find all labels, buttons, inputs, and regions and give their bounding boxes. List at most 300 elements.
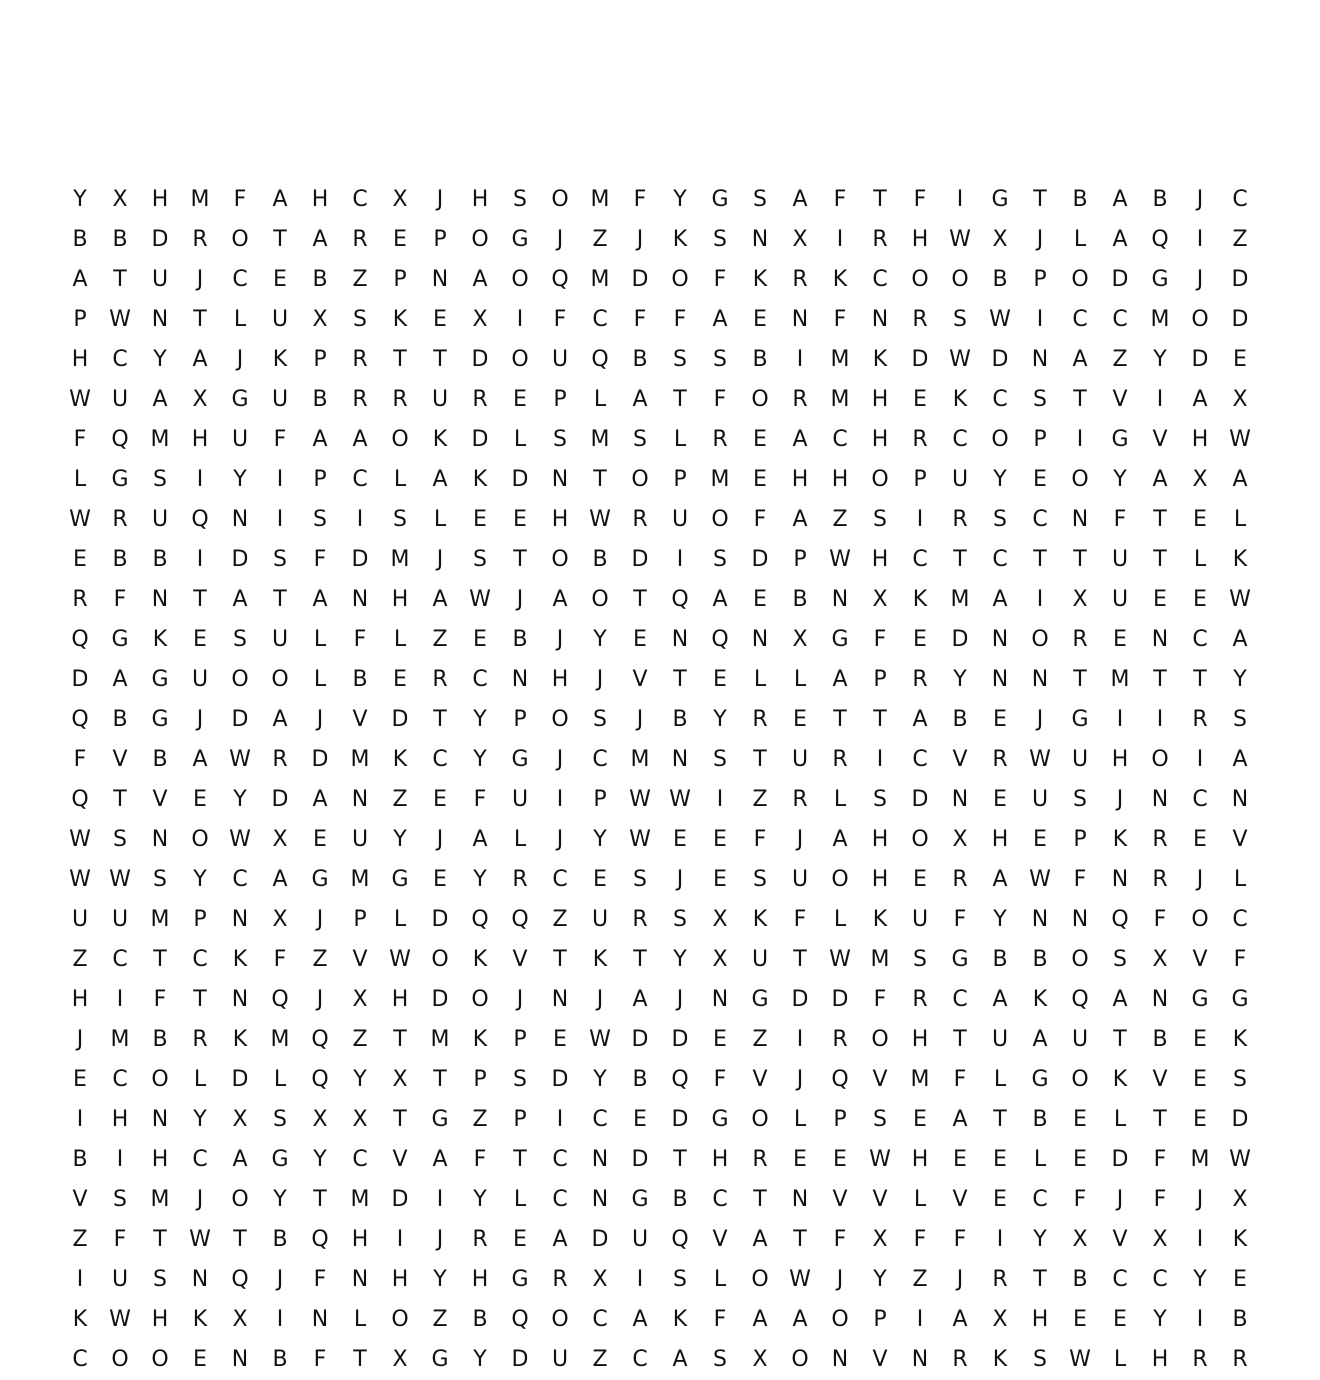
letter-cell[interactable]: I: [516, 307, 524, 332]
letter-cell[interactable]: O: [751, 1267, 769, 1292]
letter-cell[interactable]: Q: [311, 1067, 329, 1092]
letter-cell[interactable]: I: [276, 507, 284, 532]
letter-cell[interactable]: T: [753, 1187, 767, 1212]
letter-cell[interactable]: I: [636, 1267, 644, 1292]
letter-cell[interactable]: B: [1072, 187, 1088, 212]
letter-cell[interactable]: V: [952, 1187, 968, 1212]
letter-cell[interactable]: C: [992, 387, 1008, 412]
letter-cell[interactable]: P: [1033, 267, 1047, 292]
letter-cell[interactable]: F: [753, 507, 767, 532]
letter-cell[interactable]: D: [911, 347, 929, 372]
letter-cell[interactable]: D: [671, 1027, 689, 1052]
letter-cell[interactable]: Z: [312, 947, 328, 972]
letter-cell[interactable]: C: [1192, 627, 1208, 652]
letter-cell[interactable]: E: [393, 227, 407, 252]
letter-cell[interactable]: E: [1073, 1307, 1087, 1332]
letter-cell[interactable]: H: [71, 987, 89, 1012]
letter-cell[interactable]: J: [316, 707, 324, 732]
letter-cell[interactable]: T: [273, 587, 287, 612]
letter-cell[interactable]: B: [312, 387, 328, 412]
letter-cell[interactable]: K: [392, 307, 408, 332]
letter-cell[interactable]: R: [1152, 867, 1168, 892]
letter-cell[interactable]: M: [190, 187, 210, 212]
letter-cell[interactable]: T: [953, 1027, 967, 1052]
letter-cell[interactable]: Q: [671, 1227, 689, 1252]
letter-cell[interactable]: D: [751, 547, 769, 572]
letter-cell[interactable]: E: [753, 307, 767, 332]
letter-cell[interactable]: T: [433, 347, 447, 372]
letter-cell[interactable]: C: [112, 1067, 128, 1092]
letter-cell[interactable]: A: [272, 867, 288, 892]
letter-cell[interactable]: S: [393, 507, 407, 532]
letter-cell[interactable]: E: [793, 707, 807, 732]
letter-cell[interactable]: Q: [1151, 227, 1169, 252]
letter-cell[interactable]: G: [711, 187, 729, 212]
letter-cell[interactable]: K: [1232, 1227, 1248, 1252]
letter-cell[interactable]: Y: [993, 467, 1007, 492]
letter-cell[interactable]: W: [69, 867, 91, 892]
letter-cell[interactable]: Z: [592, 1347, 608, 1372]
letter-cell[interactable]: D: [351, 547, 369, 572]
letter-cell[interactable]: K: [432, 427, 448, 452]
letter-cell[interactable]: V: [1152, 427, 1168, 452]
letter-cell[interactable]: T: [433, 1067, 447, 1092]
letter-cell[interactable]: E: [913, 867, 927, 892]
letter-cell[interactable]: U: [591, 907, 609, 932]
letter-cell[interactable]: Q: [511, 1307, 529, 1332]
letter-cell[interactable]: O: [1071, 467, 1089, 492]
letter-cell[interactable]: G: [631, 1187, 649, 1212]
letter-cell[interactable]: J: [276, 1267, 284, 1292]
letter-cell[interactable]: A: [912, 707, 928, 732]
letter-cell[interactable]: B: [632, 347, 648, 372]
letter-cell[interactable]: O: [191, 827, 209, 852]
letter-cell[interactable]: N: [511, 667, 529, 692]
letter-cell[interactable]: X: [952, 827, 968, 852]
letter-cell[interactable]: Y: [993, 907, 1007, 932]
letter-cell[interactable]: V: [1112, 1227, 1128, 1252]
letter-cell[interactable]: A: [672, 1347, 688, 1372]
letter-cell[interactable]: W: [189, 1227, 211, 1252]
letter-cell[interactable]: T: [793, 1227, 807, 1252]
letter-cell[interactable]: Q: [71, 707, 89, 732]
letter-cell[interactable]: Y: [1153, 347, 1167, 372]
letter-cell[interactable]: Q: [231, 1267, 249, 1292]
letter-cell[interactable]: W: [69, 827, 91, 852]
letter-cell[interactable]: A: [72, 267, 88, 292]
letter-cell[interactable]: R: [512, 867, 528, 892]
letter-cell[interactable]: Y: [73, 187, 87, 212]
letter-cell[interactable]: F: [633, 187, 647, 212]
letter-cell[interactable]: H: [471, 187, 489, 212]
letter-cell[interactable]: I: [1196, 227, 1204, 252]
letter-cell[interactable]: O: [471, 227, 489, 252]
letter-cell[interactable]: N: [1071, 507, 1089, 532]
letter-cell[interactable]: T: [1033, 547, 1047, 572]
letter-cell[interactable]: R: [392, 387, 408, 412]
letter-cell[interactable]: N: [671, 747, 689, 772]
letter-cell[interactable]: H: [151, 187, 169, 212]
letter-cell[interactable]: Q: [591, 347, 609, 372]
letter-cell[interactable]: V: [352, 707, 368, 732]
letter-cell[interactable]: L: [393, 467, 407, 492]
letter-cell[interactable]: X: [1152, 947, 1168, 972]
letter-cell[interactable]: Y: [473, 1187, 487, 1212]
letter-cell[interactable]: E: [473, 627, 487, 652]
letter-cell[interactable]: K: [752, 267, 768, 292]
letter-cell[interactable]: X: [592, 1267, 608, 1292]
letter-cell[interactable]: H: [151, 1307, 169, 1332]
letter-cell[interactable]: R: [912, 427, 928, 452]
letter-cell[interactable]: S: [513, 1067, 527, 1092]
letter-cell[interactable]: O: [231, 667, 249, 692]
letter-cell[interactable]: D: [431, 907, 449, 932]
letter-cell[interactable]: V: [1192, 947, 1208, 972]
letter-cell[interactable]: F: [313, 1267, 327, 1292]
letter-cell[interactable]: Y: [1233, 667, 1247, 692]
letter-cell[interactable]: N: [231, 1347, 249, 1372]
letter-cell[interactable]: J: [316, 907, 324, 932]
letter-cell[interactable]: E: [713, 1027, 727, 1052]
letter-cell[interactable]: A: [632, 987, 648, 1012]
letter-cell[interactable]: N: [711, 987, 729, 1012]
letter-cell[interactable]: B: [272, 1347, 288, 1372]
letter-cell[interactable]: W: [1029, 747, 1051, 772]
letter-cell[interactable]: J: [196, 707, 204, 732]
letter-cell[interactable]: N: [151, 1107, 169, 1132]
letter-cell[interactable]: M: [350, 867, 370, 892]
letter-cell[interactable]: A: [232, 1147, 248, 1172]
letter-cell[interactable]: O: [271, 667, 289, 692]
letter-cell[interactable]: C: [592, 307, 608, 332]
letter-cell[interactable]: U: [191, 667, 209, 692]
letter-cell[interactable]: V: [352, 947, 368, 972]
letter-cell[interactable]: I: [1196, 1307, 1204, 1332]
letter-cell[interactable]: L: [753, 667, 767, 692]
letter-cell[interactable]: I: [1156, 387, 1164, 412]
letter-cell[interactable]: O: [551, 187, 569, 212]
letter-cell[interactable]: Z: [72, 1227, 88, 1252]
letter-cell[interactable]: A: [272, 187, 288, 212]
letter-cell[interactable]: P: [673, 467, 687, 492]
letter-cell[interactable]: B: [1152, 187, 1168, 212]
letter-cell[interactable]: C: [1232, 187, 1248, 212]
letter-cell[interactable]: A: [992, 587, 1008, 612]
letter-cell[interactable]: J: [196, 1187, 204, 1212]
letter-cell[interactable]: L: [993, 1067, 1007, 1092]
letter-cell[interactable]: J: [796, 1067, 804, 1092]
letter-cell[interactable]: V: [632, 667, 648, 692]
letter-cell[interactable]: V: [832, 1187, 848, 1212]
letter-cell[interactable]: E: [753, 467, 767, 492]
letter-cell[interactable]: F: [633, 307, 647, 332]
letter-cell[interactable]: Y: [433, 1267, 447, 1292]
letter-cell[interactable]: R: [1192, 1347, 1208, 1372]
letter-cell[interactable]: O: [391, 1307, 409, 1332]
letter-cell[interactable]: D: [431, 987, 449, 1012]
letter-cell[interactable]: A: [752, 1307, 768, 1332]
letter-cell[interactable]: U: [631, 1227, 649, 1252]
letter-cell[interactable]: V: [1232, 827, 1248, 852]
letter-cell[interactable]: E: [913, 627, 927, 652]
letter-cell[interactable]: L: [833, 787, 847, 812]
letter-cell[interactable]: A: [792, 507, 808, 532]
letter-cell[interactable]: A: [952, 1107, 968, 1132]
letter-cell[interactable]: W: [109, 867, 131, 892]
letter-cell[interactable]: U: [271, 627, 289, 652]
letter-cell[interactable]: Y: [1193, 1267, 1207, 1292]
letter-cell[interactable]: U: [231, 427, 249, 452]
letter-cell[interactable]: T: [1073, 387, 1087, 412]
letter-cell[interactable]: O: [791, 1347, 809, 1372]
letter-cell[interactable]: K: [272, 347, 288, 372]
letter-cell[interactable]: F: [833, 1227, 847, 1252]
letter-cell[interactable]: I: [1036, 587, 1044, 612]
letter-cell[interactable]: Q: [1071, 987, 1089, 1012]
letter-cell[interactable]: U: [151, 267, 169, 292]
letter-cell[interactable]: X: [352, 1107, 368, 1132]
letter-cell[interactable]: S: [873, 1107, 887, 1132]
letter-cell[interactable]: H: [911, 1027, 929, 1052]
letter-cell[interactable]: F: [713, 1307, 727, 1332]
letter-cell[interactable]: T: [113, 787, 127, 812]
letter-cell[interactable]: A: [112, 667, 128, 692]
letter-cell[interactable]: F: [793, 907, 807, 932]
letter-cell[interactable]: T: [393, 1027, 407, 1052]
letter-cell[interactable]: Q: [551, 267, 569, 292]
letter-cell[interactable]: C: [912, 747, 928, 772]
letter-cell[interactable]: J: [676, 867, 684, 892]
letter-cell[interactable]: G: [151, 667, 169, 692]
letter-cell[interactable]: T: [153, 1227, 167, 1252]
letter-cell[interactable]: L: [513, 427, 527, 452]
letter-cell[interactable]: S: [1233, 1067, 1247, 1092]
letter-cell[interactable]: D: [391, 707, 409, 732]
letter-cell[interactable]: N: [1151, 627, 1169, 652]
letter-cell[interactable]: D: [511, 467, 529, 492]
letter-cell[interactable]: S: [673, 1267, 687, 1292]
letter-cell[interactable]: G: [391, 867, 409, 892]
letter-cell[interactable]: D: [1231, 307, 1249, 332]
letter-cell[interactable]: H: [871, 387, 889, 412]
letter-cell[interactable]: K: [1112, 1067, 1128, 1092]
letter-cell[interactable]: N: [591, 1147, 609, 1172]
letter-cell[interactable]: J: [636, 227, 644, 252]
letter-cell[interactable]: X: [712, 907, 728, 932]
letter-cell[interactable]: B: [672, 1187, 688, 1212]
letter-cell[interactable]: P: [393, 267, 407, 292]
letter-cell[interactable]: G: [311, 867, 329, 892]
letter-cell[interactable]: T: [513, 1147, 527, 1172]
letter-cell[interactable]: S: [1233, 707, 1247, 732]
letter-cell[interactable]: S: [273, 1107, 287, 1132]
letter-cell[interactable]: F: [833, 187, 847, 212]
letter-cell[interactable]: C: [592, 747, 608, 772]
letter-cell[interactable]: I: [676, 547, 684, 572]
letter-cell[interactable]: L: [73, 467, 87, 492]
letter-cell[interactable]: A: [192, 347, 208, 372]
letter-cell[interactable]: C: [1072, 307, 1088, 332]
letter-cell[interactable]: R: [352, 387, 368, 412]
letter-cell[interactable]: A: [352, 427, 368, 452]
letter-cell[interactable]: N: [1031, 907, 1049, 932]
letter-cell[interactable]: J: [436, 187, 444, 212]
letter-cell[interactable]: O: [911, 267, 929, 292]
letter-cell[interactable]: O: [831, 1307, 849, 1332]
letter-cell[interactable]: I: [556, 787, 564, 812]
letter-cell[interactable]: G: [1231, 987, 1249, 1012]
letter-cell[interactable]: X: [272, 827, 288, 852]
letter-cell[interactable]: T: [393, 1107, 407, 1132]
letter-cell[interactable]: B: [72, 1147, 88, 1172]
letter-cell[interactable]: F: [873, 627, 887, 652]
letter-cell[interactable]: A: [472, 267, 488, 292]
letter-cell[interactable]: R: [192, 227, 208, 252]
letter-cell[interactable]: I: [876, 747, 884, 772]
letter-cell[interactable]: I: [1196, 1227, 1204, 1252]
letter-cell[interactable]: O: [711, 507, 729, 532]
letter-cell[interactable]: E: [553, 1027, 567, 1052]
letter-cell[interactable]: J: [1196, 867, 1204, 892]
letter-cell[interactable]: J: [1036, 227, 1044, 252]
letter-cell[interactable]: L: [1073, 227, 1087, 252]
letter-cell[interactable]: T: [1113, 1027, 1127, 1052]
letter-cell[interactable]: T: [793, 947, 807, 972]
letter-cell[interactable]: K: [232, 1027, 248, 1052]
letter-cell[interactable]: E: [73, 1067, 87, 1092]
letter-cell[interactable]: U: [791, 867, 809, 892]
letter-cell[interactable]: J: [676, 987, 684, 1012]
letter-cell[interactable]: T: [193, 987, 207, 1012]
letter-cell[interactable]: Y: [713, 707, 727, 732]
letter-cell[interactable]: E: [753, 427, 767, 452]
letter-cell[interactable]: F: [313, 1347, 327, 1372]
letter-cell[interactable]: O: [1191, 907, 1209, 932]
letter-cell[interactable]: T: [433, 707, 447, 732]
letter-cell[interactable]: O: [831, 867, 849, 892]
letter-cell[interactable]: X: [872, 1227, 888, 1252]
letter-cell[interactable]: Y: [233, 787, 247, 812]
letter-cell[interactable]: E: [1033, 467, 1047, 492]
letter-cell[interactable]: R: [432, 667, 448, 692]
letter-cell[interactable]: L: [353, 1307, 367, 1332]
letter-cell[interactable]: P: [513, 707, 527, 732]
letter-cell[interactable]: J: [436, 547, 444, 572]
letter-cell[interactable]: X: [112, 187, 128, 212]
letter-cell[interactable]: M: [630, 747, 650, 772]
letter-cell[interactable]: H: [991, 827, 1009, 852]
letter-cell[interactable]: S: [633, 427, 647, 452]
letter-cell[interactable]: E: [513, 387, 527, 412]
letter-cell[interactable]: A: [752, 1227, 768, 1252]
letter-cell[interactable]: R: [752, 1147, 768, 1172]
letter-cell[interactable]: N: [351, 587, 369, 612]
letter-cell[interactable]: P: [353, 907, 367, 932]
letter-cell[interactable]: S: [233, 627, 247, 652]
letter-cell[interactable]: E: [1233, 1267, 1247, 1292]
letter-cell[interactable]: W: [109, 307, 131, 332]
letter-cell[interactable]: D: [391, 1187, 409, 1212]
letter-cell[interactable]: H: [791, 467, 809, 492]
letter-cell[interactable]: B: [992, 267, 1008, 292]
letter-cell[interactable]: O: [511, 347, 529, 372]
letter-cell[interactable]: K: [472, 467, 488, 492]
letter-cell[interactable]: R: [72, 587, 88, 612]
letter-cell[interactable]: Y: [313, 1147, 327, 1172]
letter-cell[interactable]: A: [312, 227, 328, 252]
letter-cell[interactable]: Y: [593, 627, 607, 652]
letter-cell[interactable]: G: [511, 227, 529, 252]
letter-cell[interactable]: X: [232, 1307, 248, 1332]
letter-cell[interactable]: F: [913, 187, 927, 212]
letter-cell[interactable]: G: [511, 747, 529, 772]
letter-cell[interactable]: F: [113, 587, 127, 612]
letter-cell[interactable]: R: [792, 387, 808, 412]
letter-cell[interactable]: I: [836, 227, 844, 252]
letter-cell[interactable]: I: [436, 1187, 444, 1212]
letter-cell[interactable]: X: [472, 307, 488, 332]
letter-cell[interactable]: A: [432, 1147, 448, 1172]
letter-cell[interactable]: Q: [71, 787, 89, 812]
letter-cell[interactable]: Y: [473, 867, 487, 892]
letter-cell[interactable]: L: [1033, 1147, 1047, 1172]
letter-cell[interactable]: J: [1196, 1187, 1204, 1212]
letter-cell[interactable]: E: [193, 787, 207, 812]
letter-cell[interactable]: Q: [311, 1027, 329, 1052]
letter-cell[interactable]: A: [632, 387, 648, 412]
letter-cell[interactable]: E: [1073, 1147, 1087, 1172]
letter-cell[interactable]: X: [1072, 1227, 1088, 1252]
letter-cell[interactable]: D: [991, 347, 1009, 372]
letter-cell[interactable]: J: [556, 827, 564, 852]
letter-cell[interactable]: U: [951, 467, 969, 492]
letter-cell[interactable]: X: [1232, 387, 1248, 412]
letter-cell[interactable]: L: [673, 427, 687, 452]
letter-cell[interactable]: L: [793, 1107, 807, 1132]
letter-cell[interactable]: C: [952, 427, 968, 452]
letter-cell[interactable]: E: [393, 667, 407, 692]
letter-cell[interactable]: W: [1029, 867, 1051, 892]
letter-cell[interactable]: C: [552, 1187, 568, 1212]
letter-cell[interactable]: B: [112, 547, 128, 572]
letter-cell[interactable]: N: [991, 667, 1009, 692]
letter-cell[interactable]: R: [272, 747, 288, 772]
letter-cell[interactable]: M: [1150, 307, 1170, 332]
letter-cell[interactable]: I: [76, 1267, 84, 1292]
letter-cell[interactable]: R: [712, 427, 728, 452]
letter-cell[interactable]: H: [551, 507, 569, 532]
letter-cell[interactable]: B: [152, 747, 168, 772]
letter-cell[interactable]: F: [153, 987, 167, 1012]
letter-cell[interactable]: Z: [432, 1307, 448, 1332]
letter-cell[interactable]: P: [313, 467, 327, 492]
letter-cell[interactable]: A: [312, 587, 328, 612]
letter-cell[interactable]: W: [949, 227, 971, 252]
letter-cell[interactable]: I: [1076, 427, 1084, 452]
letter-cell[interactable]: L: [313, 667, 327, 692]
letter-cell[interactable]: E: [993, 1147, 1007, 1172]
letter-cell[interactable]: D: [671, 1107, 689, 1132]
letter-cell[interactable]: B: [672, 707, 688, 732]
letter-cell[interactable]: X: [352, 987, 368, 1012]
letter-cell[interactable]: A: [472, 827, 488, 852]
letter-cell[interactable]: T: [873, 707, 887, 732]
letter-cell[interactable]: C: [552, 867, 568, 892]
letter-cell[interactable]: T: [313, 1187, 327, 1212]
letter-cell[interactable]: D: [591, 1227, 609, 1252]
letter-cell[interactable]: F: [913, 1227, 927, 1252]
letter-cell[interactable]: C: [1232, 907, 1248, 932]
